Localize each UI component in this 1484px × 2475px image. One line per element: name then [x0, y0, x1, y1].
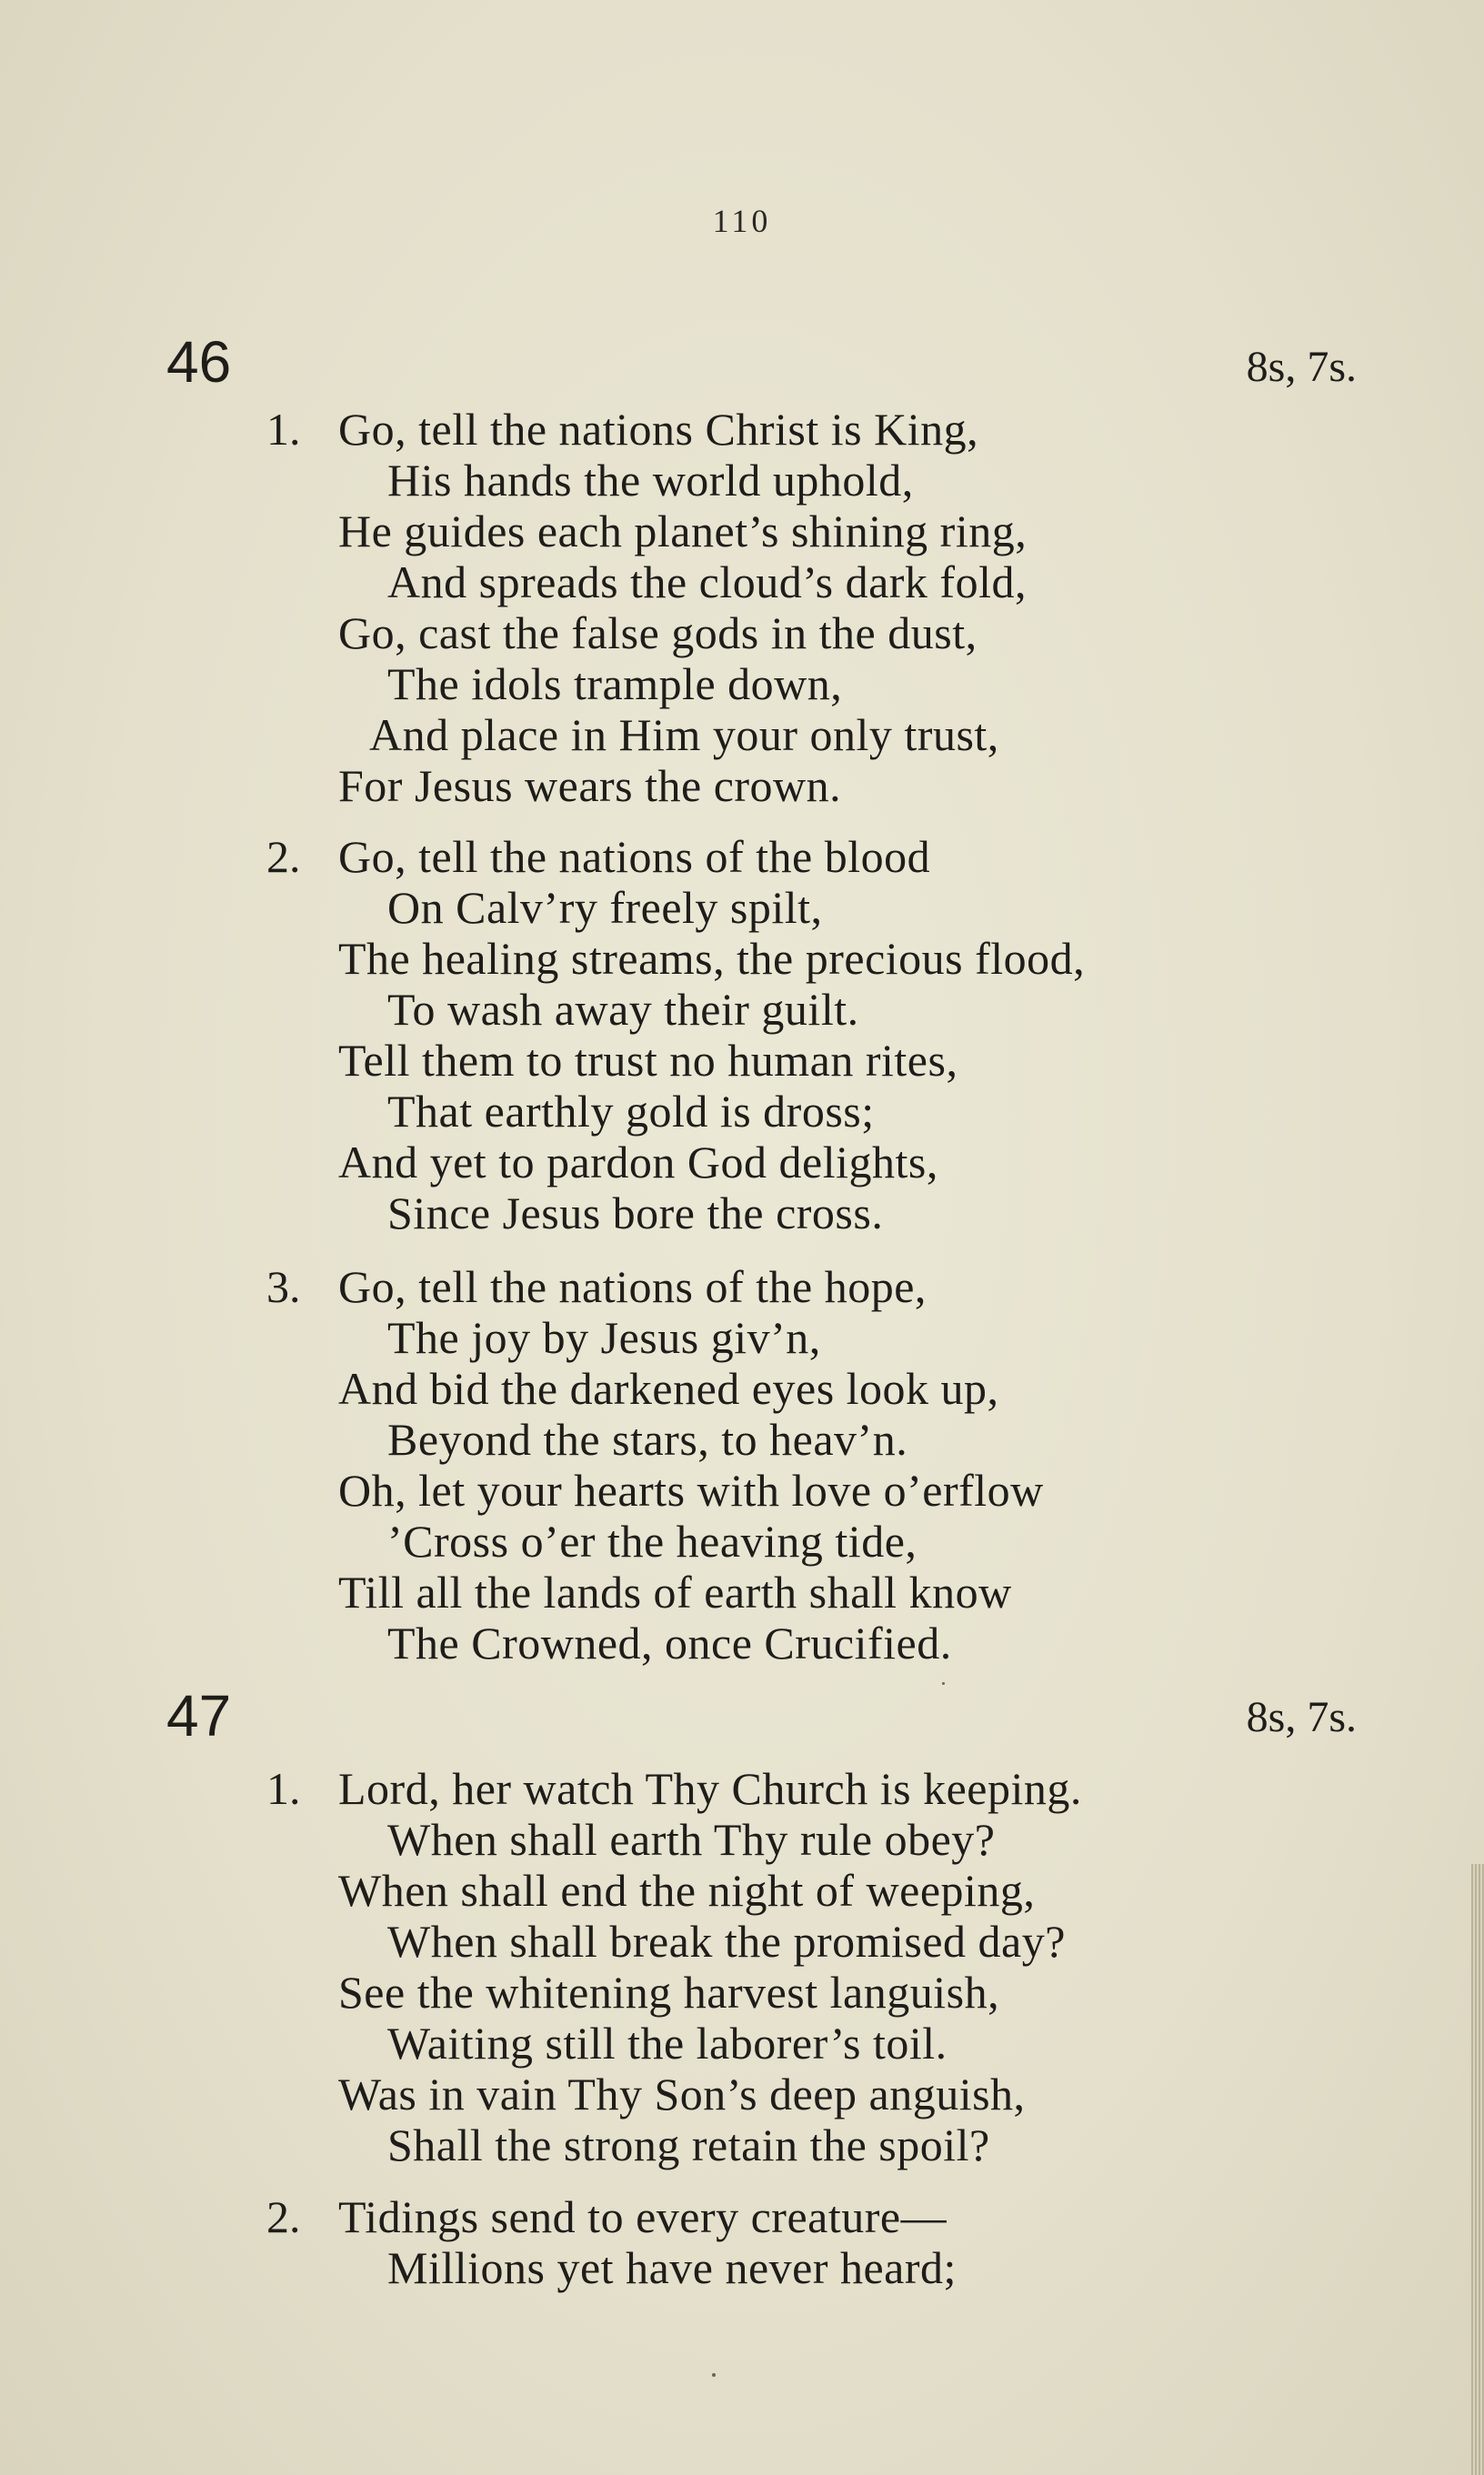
paper-speck — [942, 1682, 945, 1685]
page-number: 110 — [712, 203, 772, 239]
verse-line: That earthly gold is dross; — [387, 1086, 875, 1137]
verse-line: The idols trample down, — [387, 658, 843, 709]
verse-number: 2. — [266, 2191, 301, 2242]
verse-line: Was in vain Thy Son’s deep anguish, — [338, 2069, 1026, 2119]
verse-line: And place in Him your only trust, — [369, 709, 999, 760]
hymn-meter: 8s, 7s. — [1246, 1693, 1357, 1741]
verse-line: When shall earth Thy rule obey? — [387, 1814, 996, 1865]
verse-line: Go, cast the false gods in the dust, — [338, 607, 978, 658]
verse-line: Waiting still the laborer’s toil. — [387, 2018, 948, 2069]
verse-line: He guides each planet’s shining ring, — [338, 506, 1028, 556]
verse-line: Go, tell the nations Christ is King, — [338, 404, 979, 455]
verse-line: When shall end the night of weeping, — [338, 1865, 1036, 1916]
verse-line: Beyond the stars, to heav’n. — [387, 1414, 908, 1465]
verse-line: And spreads the cloud’s dark fold, — [387, 556, 1027, 607]
verse-line: On Calv’ry freely spilt, — [387, 882, 823, 933]
verse-line: For Jesus wears the crown. — [338, 760, 842, 811]
verse-line: Since Jesus bore the cross. — [387, 1187, 884, 1238]
verse-line: The healing streams, the precious flood, — [338, 933, 1086, 984]
verse-line: ’Cross o’er the heaving tide, — [387, 1516, 917, 1567]
verse-line: Millions yet have never heard; — [387, 2242, 957, 2293]
verse-line: Lord, her watch Thy Church is keeping. — [338, 1763, 1082, 1814]
verse-line: Till all the lands of earth shall know — [338, 1567, 1012, 1618]
verse-number: 3. — [266, 1261, 301, 1312]
hymn-number: 46 — [166, 329, 232, 395]
verse-line: Oh, let your hearts with love o’erflow — [338, 1465, 1044, 1516]
hymn-number: 47 — [166, 1683, 232, 1749]
verse-number: 1. — [266, 1763, 301, 1814]
verse-line: The joy by Jesus giv’n, — [387, 1312, 821, 1363]
verse-line: When shall break the promised day? — [387, 1916, 1066, 1967]
verse-number: 2. — [266, 831, 301, 882]
verse-line: See the whitening harvest languish, — [338, 1967, 1000, 2018]
verse-line: The Crowned, once Crucified. — [387, 1618, 952, 1668]
verse-line: Shall the strong retain the spoil? — [387, 2119, 990, 2170]
verse-line: And yet to pardon God delights, — [338, 1137, 938, 1187]
verse-number: 1. — [266, 404, 301, 455]
verse-line: Go, tell the nations of the blood — [338, 831, 931, 882]
verse-line: To wash away their guilt. — [387, 984, 859, 1035]
verse-line: Tidings send to every creature— — [338, 2191, 948, 2242]
verse-line: And bid the darkened eyes look up, — [338, 1363, 999, 1414]
page-edge — [1471, 1864, 1484, 2475]
verse-line: Tell them to trust no human rites, — [338, 1035, 958, 1086]
paper-speck — [712, 2373, 716, 2377]
verse-line: Go, tell the nations of the hope, — [338, 1261, 927, 1312]
hymn-meter: 8s, 7s. — [1246, 343, 1357, 391]
verse-line: His hands the world uphold, — [387, 455, 914, 506]
